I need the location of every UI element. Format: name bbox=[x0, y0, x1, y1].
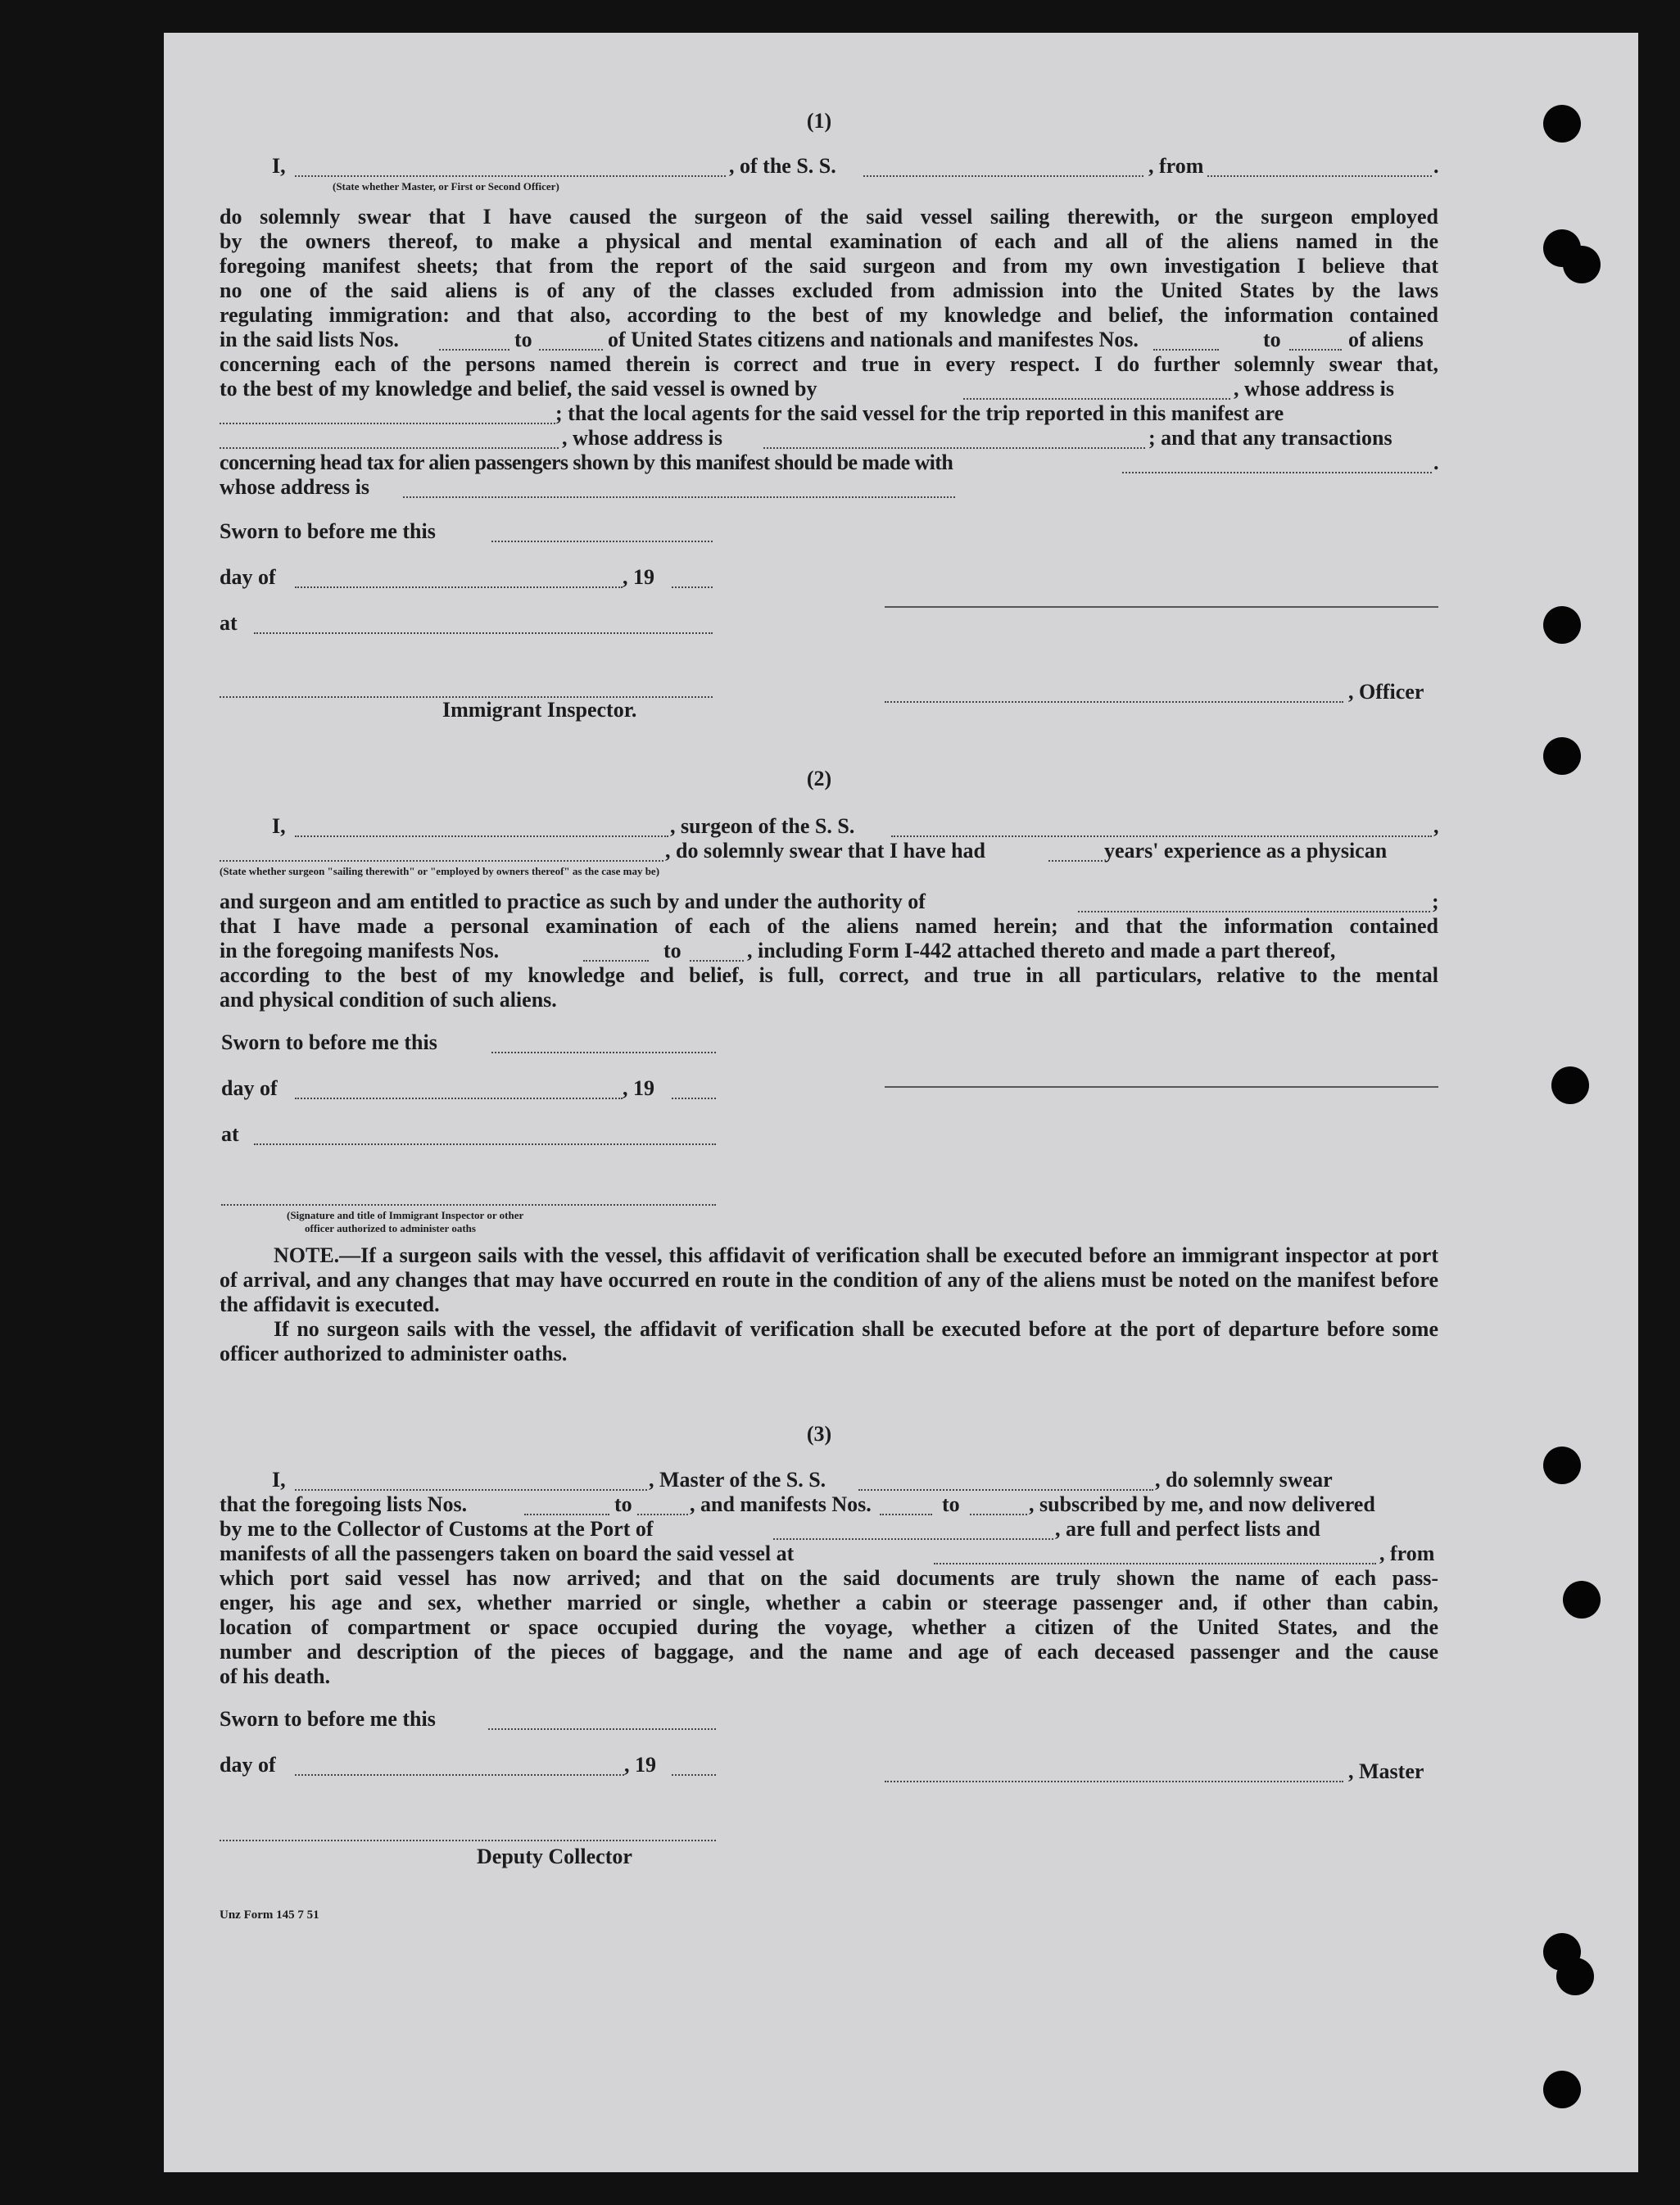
list-no-to-field[interactable] bbox=[539, 349, 603, 351]
text-taken-on-board: manifests of all the passengers taken on board the said vessel at bbox=[220, 1542, 795, 1565]
place-field[interactable] bbox=[254, 1143, 716, 1145]
text-solemnly-swear: , do solemnly swear that I have had bbox=[665, 839, 986, 863]
head-tax-address-field[interactable] bbox=[403, 496, 955, 498]
manifest-no-to-field[interactable] bbox=[970, 1514, 1027, 1515]
departure-port-field[interactable] bbox=[934, 1563, 1376, 1564]
note-surgeon-sails: NOTE.—If a surgeon sails with the vessel, this affidavit of verification shall be executed before an immigrant inspector at port of arrival, and any changes that may have occurred en route in the condition of any of the aliens must be noted on the manifest before the affidavit is executed. bbox=[220, 1243, 1438, 1316]
affidavit-line: that I have made a personal examination of each of the aliens named herein; and that the information contained bbox=[220, 914, 1438, 938]
list-no-from-field[interactable] bbox=[439, 349, 509, 351]
master-vessel-field[interactable] bbox=[858, 1489, 1153, 1491]
text-lists-nos: that the foregoing lists Nos. bbox=[220, 1492, 468, 1516]
affidavit-line: according to the best of my knowledge and belief, is full, correct, and true in all particulars, relative to the mental bbox=[220, 963, 1438, 987]
text-day-of: day of bbox=[220, 565, 276, 589]
head-tax-contact-field[interactable] bbox=[1122, 472, 1432, 473]
text-year-19: , 19 bbox=[624, 1753, 656, 1777]
text-from: , from bbox=[1148, 154, 1204, 178]
text-sworn: Sworn to before me this bbox=[221, 1030, 437, 1054]
surgeon-signature-line[interactable] bbox=[885, 1086, 1438, 1088]
surgeon-status-note: (State whether surgeon "sailing therewith" or "employed by owners thereof" as the case may be) bbox=[220, 865, 660, 877]
text-port-of: by me to the Collector of Customs at the Port of bbox=[220, 1517, 654, 1541]
affidavit-line: of his death. bbox=[220, 1664, 331, 1688]
list-no-from-field[interactable] bbox=[524, 1514, 609, 1515]
sworn-date-field[interactable] bbox=[491, 1052, 716, 1053]
binder-hole bbox=[1543, 1447, 1581, 1484]
text-I: I, bbox=[272, 154, 286, 178]
text-to: to bbox=[663, 939, 682, 962]
text-at: at bbox=[220, 611, 238, 635]
local-agents-field[interactable] bbox=[220, 447, 559, 449]
from-port-field[interactable] bbox=[1207, 175, 1432, 177]
text-year-19: , 19 bbox=[623, 1076, 654, 1100]
surgeon-manifest-to-field[interactable] bbox=[690, 960, 744, 962]
text-to: to bbox=[1263, 328, 1281, 351]
binder-hole bbox=[1543, 606, 1581, 644]
binder-hole bbox=[1543, 737, 1581, 775]
place-field[interactable] bbox=[254, 632, 713, 634]
officer-signature-field[interactable] bbox=[885, 701, 1343, 703]
text-period: . bbox=[1433, 451, 1439, 474]
owner-address-field[interactable] bbox=[220, 423, 555, 424]
year-field[interactable] bbox=[672, 1098, 716, 1099]
binder-hole bbox=[1543, 2071, 1581, 2108]
surgeon-vessel-field[interactable] bbox=[891, 835, 1432, 837]
text-comma: , bbox=[1433, 814, 1439, 838]
month-field[interactable] bbox=[295, 586, 623, 588]
form-number: Unz Form 145 7 51 bbox=[220, 1908, 319, 1922]
affidavit-line: regulating immigration: and that also, according to the best of my knowledge and belief, the information contained bbox=[220, 303, 1438, 327]
month-field[interactable] bbox=[295, 1098, 623, 1099]
affidavit-line: and physical condition of such aliens. bbox=[220, 988, 557, 1012]
affidavit-line: number and description of the pieces of baggage, and the name and age of each deceased passenger and the cause bbox=[220, 1640, 1438, 1664]
note-no-surgeon: If no surgeon sails with the vessel, the affidavit of verification shall be executed before at the port of departure before some officer authorized to administer oaths. bbox=[220, 1317, 1438, 1365]
text-I: I, bbox=[272, 1468, 286, 1492]
text-at: at bbox=[221, 1122, 239, 1146]
manifest-no-from-field[interactable] bbox=[1153, 349, 1219, 351]
affidavit-line: concerning each of the persons named therein is correct and true in every respect. I do further solemnly swear that, bbox=[220, 352, 1438, 376]
text-whose-address: whose address is bbox=[220, 475, 370, 499]
text-surgeon-of: , surgeon of the S. S. bbox=[670, 814, 855, 838]
affidavit-line: foregoing manifest sheets; that from the report of the said surgeon and from my own investigation I believe that bbox=[220, 254, 1438, 278]
text-year-19: , 19 bbox=[623, 565, 654, 589]
text-officer: , Officer bbox=[1348, 680, 1424, 704]
text-to: to bbox=[942, 1492, 960, 1516]
sworn-date-field[interactable] bbox=[491, 541, 713, 542]
signature-line[interactable] bbox=[885, 606, 1438, 608]
text-immigrant-inspector: Immigrant Inspector. bbox=[442, 698, 637, 722]
master-name-field[interactable] bbox=[295, 1489, 647, 1491]
master-signature-field[interactable] bbox=[885, 1781, 1343, 1782]
text-local-agents: ; that the local agents for the said vessel for the trip reported in this manifest are bbox=[555, 401, 1284, 425]
manifest-no-from-field[interactable] bbox=[880, 1514, 932, 1515]
manifest-no-to-field[interactable] bbox=[1289, 349, 1342, 351]
text-of-ss: , of the S. S. bbox=[729, 154, 836, 178]
year-field[interactable] bbox=[672, 1774, 716, 1776]
text-I: I, bbox=[272, 814, 286, 838]
section-3-number: (3) bbox=[806, 1422, 832, 1446]
text-to: to bbox=[514, 328, 532, 351]
signature-note: (Signature and title of Immigrant Inspector or other bbox=[287, 1209, 524, 1221]
text-owned-by: to the best of my knowledge and belief, the said vessel is owned by bbox=[220, 377, 817, 401]
surgeon-name-field[interactable] bbox=[295, 835, 668, 837]
affidavit-line: no one of the said aliens is of any of the classes excluded from admission into the United States by the laws bbox=[220, 278, 1438, 302]
text-solemnly-swear: , do solemnly swear bbox=[1155, 1468, 1333, 1492]
owner-field[interactable] bbox=[963, 398, 1230, 400]
agents-address-field[interactable] bbox=[763, 447, 1145, 449]
year-field[interactable] bbox=[672, 586, 713, 588]
inspector-signature-field[interactable] bbox=[221, 1204, 716, 1206]
text-sworn: Sworn to before me this bbox=[220, 519, 436, 543]
port-field[interactable] bbox=[773, 1538, 1053, 1540]
binder-hole bbox=[1551, 1066, 1589, 1104]
text-from: , from bbox=[1379, 1542, 1435, 1565]
month-field[interactable] bbox=[295, 1774, 624, 1776]
text-authority: and surgeon and am entitled to practice as such by and under the authority of bbox=[220, 890, 926, 913]
text-to: to bbox=[614, 1492, 632, 1516]
surgeon-status-field[interactable] bbox=[220, 860, 663, 862]
text-years-experience: years' experience as a physican bbox=[1104, 839, 1388, 863]
officer-rank-note: (State whether Master, or First or Second Officer) bbox=[333, 180, 559, 192]
text-manifests-nos: of United States citizens and nationals and manifestes Nos. bbox=[608, 328, 1139, 351]
affidavit-line: do solemnly swear that I have caused the surgeon of the said vessel sailing therewith, or the surgeon employed bbox=[220, 205, 1438, 229]
text-master: , Master bbox=[1348, 1759, 1424, 1783]
affidavit-line: which port said vessel has now arrived; and that on the said documents are truly shown the name of each pass- bbox=[220, 1566, 1438, 1590]
form-page bbox=[164, 33, 1638, 2172]
vessel-name-field[interactable] bbox=[863, 175, 1143, 177]
text-whose-address: , whose address is bbox=[1234, 377, 1395, 401]
text-period: . bbox=[1433, 154, 1439, 178]
affidavit-line: location of compartment or space occupied during the voyage, whether a citizen of the United States, and the bbox=[220, 1615, 1438, 1639]
text-master-of: , Master of the S. S. bbox=[649, 1468, 826, 1492]
section-2-number: (2) bbox=[806, 767, 832, 790]
text-head-tax: concerning head tax for alien passengers shown by this manifest should be made with bbox=[220, 451, 953, 474]
officer-name-field[interactable] bbox=[295, 175, 726, 177]
text-semicolon: ; bbox=[1432, 890, 1439, 913]
signature-note: officer authorized to administer oaths bbox=[305, 1222, 476, 1234]
text-deputy-collector: Deputy Collector bbox=[477, 1845, 632, 1868]
binder-hole bbox=[1556, 1958, 1594, 1995]
collector-signature-field[interactable] bbox=[220, 1840, 716, 1841]
text-of-aliens: of aliens bbox=[1348, 328, 1424, 351]
sworn-date-field[interactable] bbox=[488, 1728, 716, 1730]
authority-field[interactable] bbox=[1078, 911, 1430, 912]
binder-hole bbox=[1563, 1581, 1601, 1619]
text-form-i442: , including Form I-442 attached thereto and made a part thereof, bbox=[747, 939, 1336, 962]
text-manifests-nos: , and manifests Nos. bbox=[690, 1492, 872, 1516]
text-subscribed: , subscribed by me, and now delivered bbox=[1029, 1492, 1375, 1516]
years-experience-field[interactable] bbox=[1048, 860, 1103, 862]
surgeon-manifest-from-field[interactable] bbox=[583, 960, 649, 962]
text-lists-nos: in the said lists Nos. bbox=[220, 328, 399, 351]
text-full-lists: , are full and perfect lists and bbox=[1055, 1517, 1320, 1541]
binder-hole bbox=[1563, 246, 1601, 283]
text-sworn: Sworn to before me this bbox=[220, 1707, 436, 1731]
text-day-of: day of bbox=[220, 1753, 276, 1777]
section-1-number: (1) bbox=[806, 109, 832, 133]
text-whose-address: , whose address is bbox=[562, 426, 723, 450]
affidavit-line: enger, his age and sex, whether married or single, whether a cabin or steerage passenger and, if other than cabin, bbox=[220, 1591, 1438, 1614]
binder-hole bbox=[1543, 105, 1581, 143]
text-manifests-nos: in the foregoing manifests Nos. bbox=[220, 939, 500, 962]
list-no-to-field[interactable] bbox=[637, 1514, 688, 1515]
text-transactions: ; and that any transactions bbox=[1148, 426, 1392, 450]
affidavit-line: by the owners thereof, to make a physical and mental examination of each and all of the aliens named in the bbox=[220, 229, 1438, 253]
text-day-of: day of bbox=[221, 1076, 278, 1100]
